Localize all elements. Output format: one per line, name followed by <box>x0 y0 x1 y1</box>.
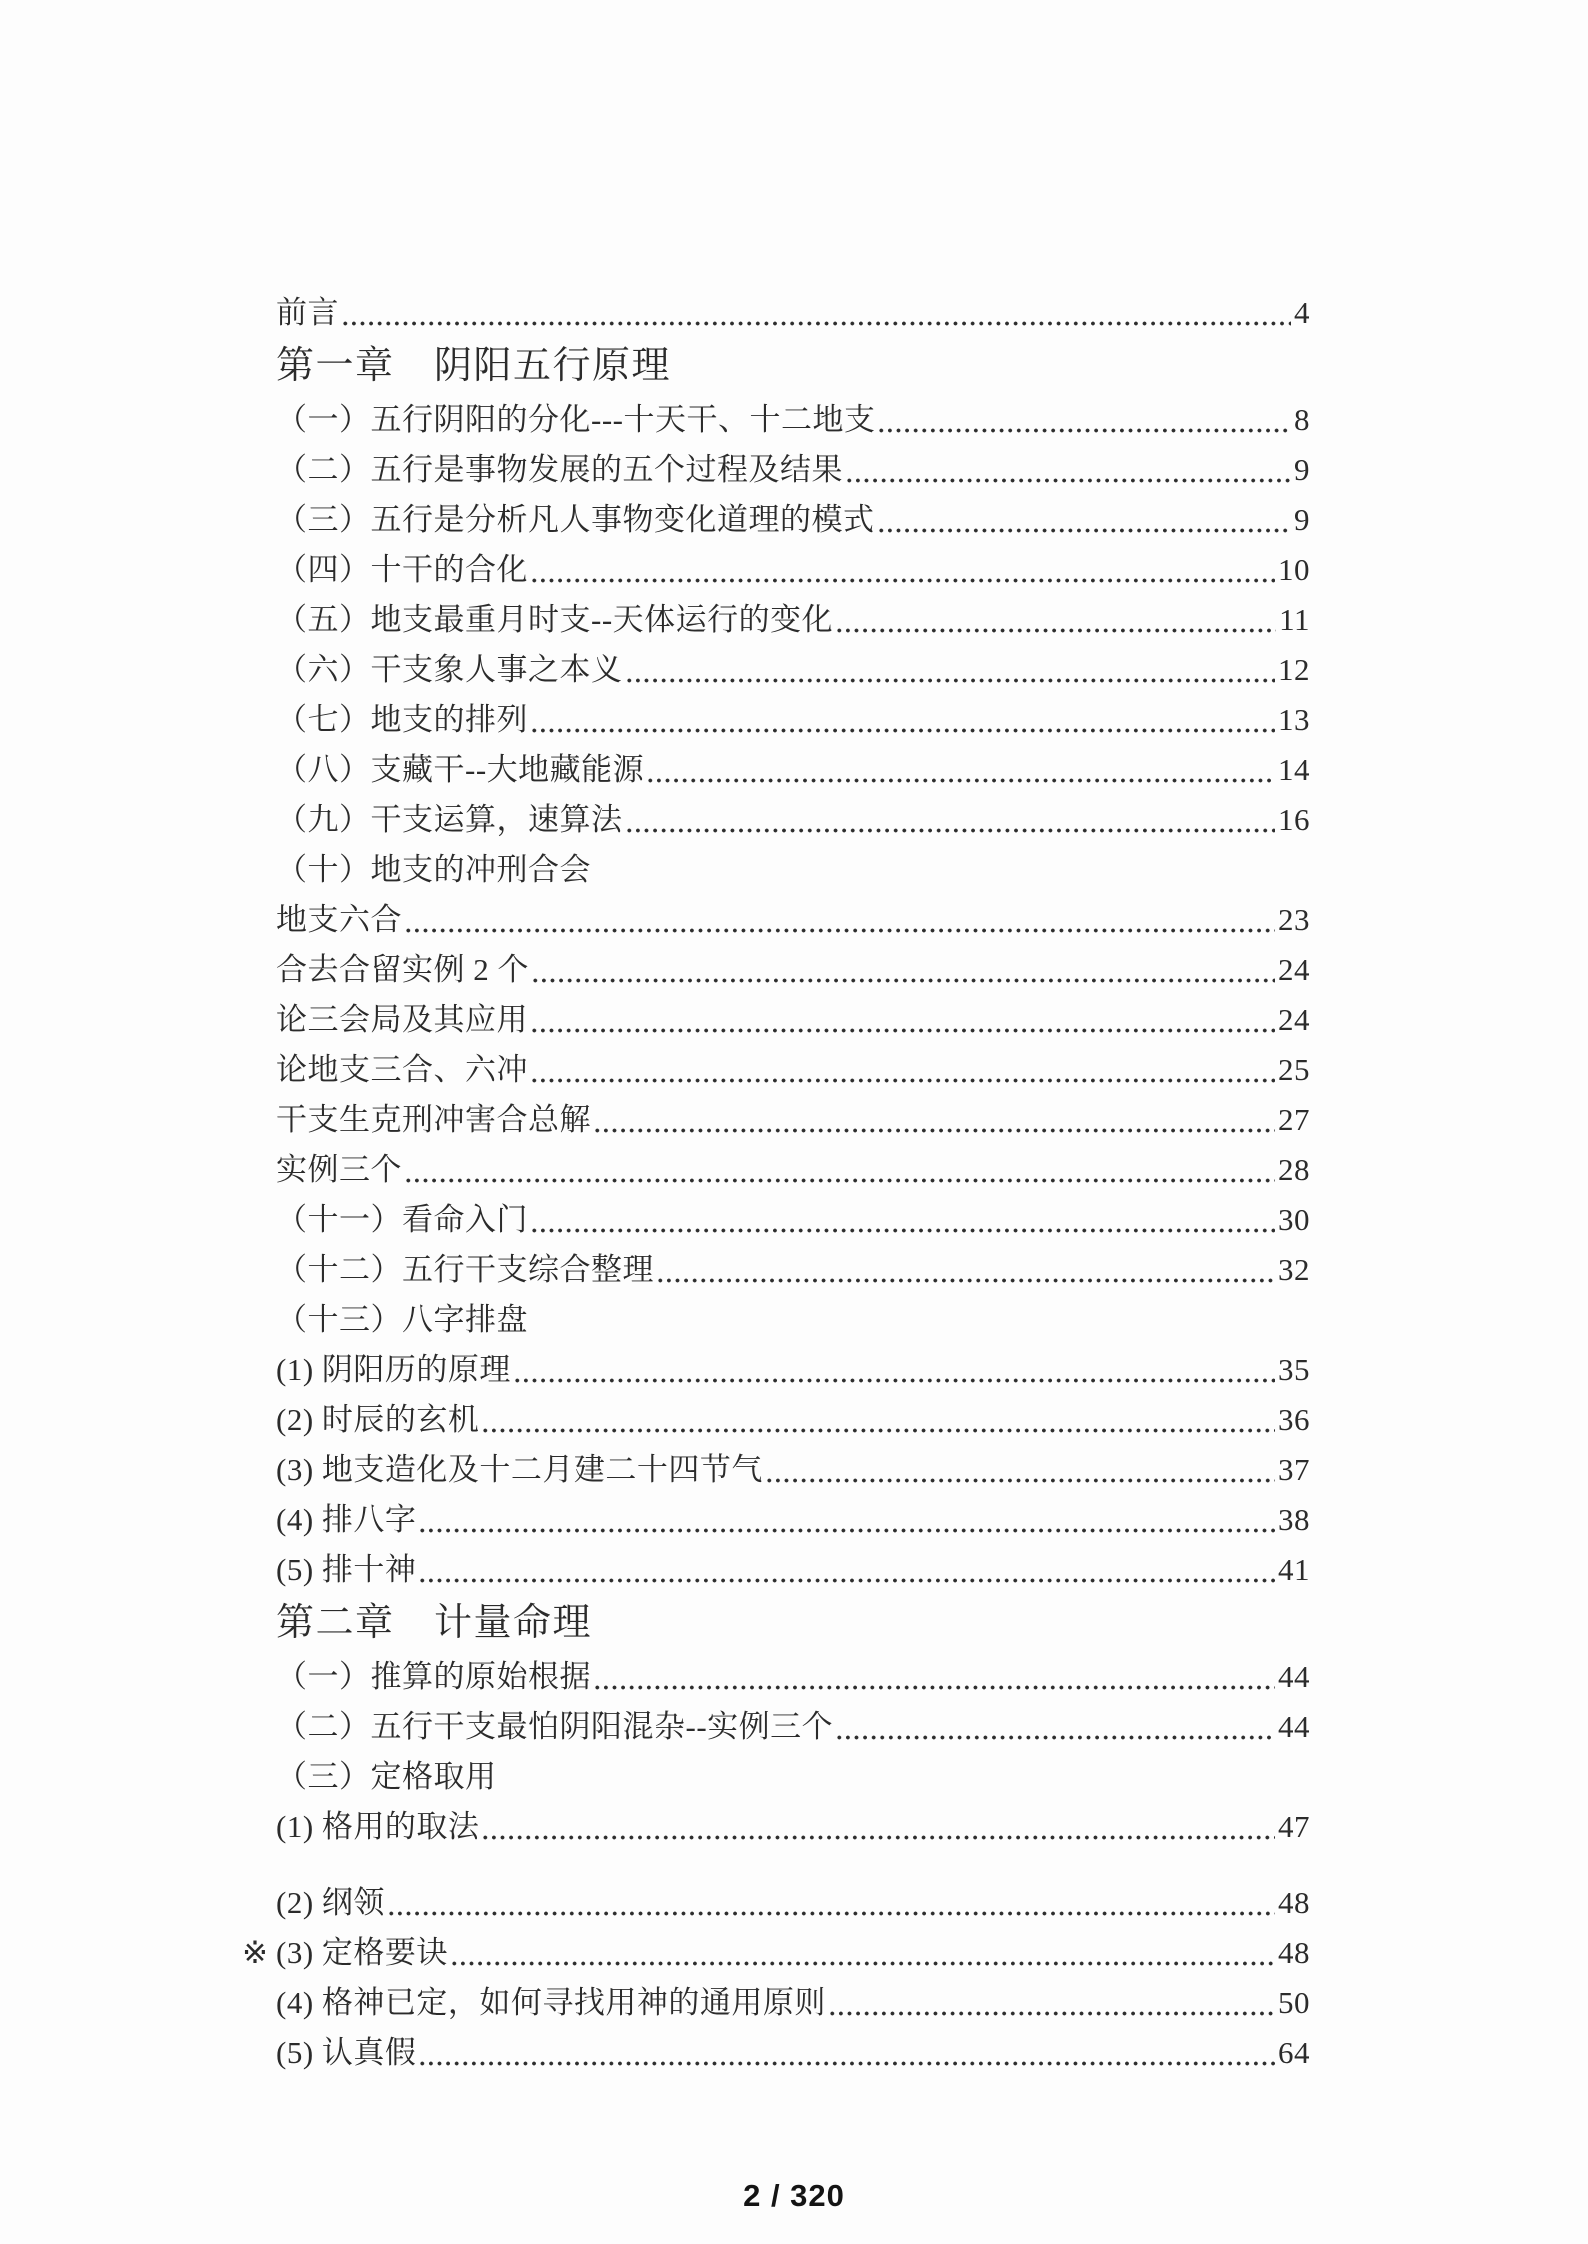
toc-entry-page-number: 9 <box>1294 452 1310 487</box>
toc-entry-title: （一）推算的原始根据 <box>276 1659 591 1694</box>
toc-entry <box>276 1245 1310 1295</box>
toc-entry-page-number: 10 <box>1278 552 1310 587</box>
toc-entry-title: 论地支三合、六冲 <box>276 1052 528 1087</box>
toc-entry-title: （八）支藏干--大地藏能源 <box>276 752 645 787</box>
toc-entry <box>276 745 1310 795</box>
dot-leader <box>404 1145 1275 1195</box>
toc-entry-title: (4) 格神已定，如何寻找用神的通用原则 <box>276 1985 826 2020</box>
toc-entry-title: （五）地支最重月时支--天体运行的变化 <box>276 602 834 637</box>
dot-leader <box>418 1495 1275 1545</box>
dot-leader <box>418 2028 1275 2078</box>
toc-entry-title: （二）五行是事物发展的五个过程及结果 <box>276 452 843 487</box>
toc-entry <box>276 1045 1310 1095</box>
toc-entry-title: 干支生克刑冲害合总解 <box>276 1102 591 1137</box>
toc-entry-page-number: 4 <box>1294 295 1310 330</box>
toc-entry-page-number: 64 <box>1278 2035 1310 2070</box>
toc-entry-page-number: 44 <box>1278 1659 1310 1694</box>
toc-entry-page-number: 50 <box>1278 1985 1310 2020</box>
toc-entry-title: 论三会局及其应用 <box>276 1002 528 1037</box>
dot-leader <box>828 1978 1275 2028</box>
toc-entry-title: 合去合留实例 2 个 <box>276 952 529 987</box>
toc-entry-page-number: 23 <box>1278 902 1310 937</box>
toc-entry <box>276 1752 1310 1802</box>
page-indicator: 2 / 320 <box>743 2178 845 2213</box>
dot-leader <box>646 745 1275 795</box>
dot-leader <box>450 1928 1275 1978</box>
toc-entry-title: （七）地支的排列 <box>276 702 528 737</box>
toc-entry-title: 实例三个 <box>276 1152 402 1187</box>
toc-entry-title: 地支六合 <box>276 902 402 937</box>
toc-entry <box>276 1652 1310 1702</box>
dot-leader <box>835 1702 1275 1752</box>
toc-entry-title: （十一）看命入门 <box>276 1202 528 1237</box>
toc-entry <box>242 1928 1310 1978</box>
toc-entry-title: （二）五行干支最怕阴阳混杂--实例三个 <box>276 1709 834 1744</box>
toc-entry-page-number: 36 <box>1278 1402 1310 1437</box>
toc-entry-page-number: 44 <box>1278 1709 1310 1744</box>
dot-leader <box>845 445 1291 495</box>
table-of-contents <box>242 288 1310 2078</box>
toc-entry-page-number: 12 <box>1278 652 1310 687</box>
toc-entry <box>276 845 1310 895</box>
toc-chapter-heading <box>276 1595 1310 1652</box>
dot-leader <box>877 495 1292 545</box>
toc-entry <box>276 545 1310 595</box>
toc-entry-title: (5) 认真假 <box>276 2035 417 2070</box>
toc-entry-page-number: 48 <box>1278 1935 1310 1970</box>
toc-entry <box>276 288 1310 338</box>
toc-entry-title: (1) 阴阳历的原理 <box>276 1352 511 1387</box>
chapter-title: 第一章 阴阳五行原理 <box>276 345 672 387</box>
dot-leader <box>656 1245 1275 1295</box>
dot-leader <box>481 1802 1275 1852</box>
dot-leader <box>418 1545 1275 1595</box>
toc-entry-page-number: 24 <box>1278 952 1310 987</box>
dot-leader <box>625 795 1276 845</box>
toc-entry-title: (3) 定格要诀 <box>276 1935 448 1970</box>
reference-mark-icon: ※ <box>242 1935 269 1970</box>
page-footer <box>0 2178 1588 2214</box>
toc-entry-title: (4) 排八字 <box>276 1502 417 1537</box>
toc-entry <box>276 1095 1310 1145</box>
dot-leader <box>531 945 1275 995</box>
toc-entry-page-number: 13 <box>1278 702 1310 737</box>
toc-entry-title: （十二）五行干支综合整理 <box>276 1252 654 1287</box>
dot-leader <box>341 288 1291 338</box>
dot-leader <box>877 395 1291 445</box>
toc-entry <box>276 1395 1310 1445</box>
toc-entry <box>276 395 1310 445</box>
toc-entry <box>276 1978 1310 2028</box>
toc-entry-page-number: 35 <box>1278 1352 1310 1387</box>
toc-entry-page-number: 30 <box>1278 1202 1310 1237</box>
toc-entry <box>276 1495 1310 1545</box>
toc-entry-page-number: 25 <box>1278 1052 1310 1087</box>
dot-leader <box>530 695 1275 745</box>
dot-leader <box>593 1095 1275 1145</box>
dot-leader <box>404 895 1275 945</box>
toc-entry-page-number: 11 <box>1279 602 1310 637</box>
toc-entry-page-number: 41 <box>1278 1552 1310 1587</box>
dot-leader <box>835 595 1276 645</box>
toc-entry <box>276 1878 1310 1928</box>
dot-leader <box>530 1195 1275 1245</box>
toc-entry-title: （三）五行是分析凡人事物变化道理的模式 <box>276 502 875 537</box>
toc-entry-page-number: 32 <box>1278 1252 1310 1287</box>
toc-entry-page-number: 8 <box>1294 402 1310 437</box>
toc-entry-title: （六）干支象人事之本义 <box>276 652 623 687</box>
toc-entry <box>276 1145 1310 1195</box>
dot-leader <box>625 645 1276 695</box>
toc-entry-page-number: 9 <box>1294 502 1310 537</box>
toc-entry-title: (2) 时辰的玄机 <box>276 1402 480 1437</box>
dot-leader <box>765 1445 1275 1495</box>
toc-entry <box>276 1802 1310 1852</box>
toc-chapter-heading <box>276 338 1310 395</box>
toc-entry <box>276 945 1310 995</box>
toc-entry-title: （三）定格取用 <box>276 1759 497 1794</box>
toc-entry <box>276 695 1310 745</box>
dot-leader <box>387 1878 1275 1928</box>
toc-entry <box>276 795 1310 845</box>
dot-leader <box>530 1045 1275 1095</box>
dot-leader <box>530 545 1275 595</box>
dot-leader <box>593 1652 1275 1702</box>
toc-entry-page-number: 48 <box>1278 1885 1310 1920</box>
toc-entry <box>276 1195 1310 1245</box>
toc-entry <box>276 495 1310 545</box>
toc-entry <box>276 1702 1310 1752</box>
toc-entry-page-number: 14 <box>1278 752 1310 787</box>
toc-entry-title: （十三）八字排盘 <box>276 1302 528 1337</box>
toc-entry-page-number: 27 <box>1278 1102 1310 1137</box>
toc-entry-page-number: 16 <box>1278 802 1310 837</box>
toc-entry <box>276 1295 1310 1345</box>
toc-entry <box>276 645 1310 695</box>
toc-entry-page-number: 24 <box>1278 1002 1310 1037</box>
toc-entry-title: （九）干支运算，速算法 <box>276 802 623 837</box>
dot-leader <box>513 1345 1275 1395</box>
toc-entry <box>276 1345 1310 1395</box>
toc-entry-title: （一）五行阴阳的分化---十天干、十二地支 <box>276 402 876 437</box>
toc-entry-page-number: 37 <box>1278 1452 1310 1487</box>
toc-entry <box>276 895 1310 945</box>
toc-entry-page-number: 28 <box>1278 1152 1310 1187</box>
toc-entry-title: (3) 地支造化及十二月建二十四节气 <box>276 1452 763 1487</box>
toc-entry <box>276 595 1310 645</box>
toc-entry <box>276 995 1310 1045</box>
toc-entry <box>276 1545 1310 1595</box>
toc-entry-title: (5) 排十神 <box>276 1552 417 1587</box>
toc-entry <box>276 445 1310 495</box>
toc-entry-page-number: 47 <box>1278 1809 1310 1844</box>
toc-entry <box>276 1445 1310 1495</box>
toc-entry-title: （十）地支的冲刑合会 <box>276 852 591 887</box>
chapter-title: 第二章 计量命理 <box>276 1602 593 1644</box>
toc-entry-title: (1) 格用的取法 <box>276 1809 480 1844</box>
toc-entry-title: 前言 <box>276 295 339 330</box>
toc-entry-title: (2) 纲领 <box>276 1885 385 1920</box>
toc-entry <box>276 2028 1310 2078</box>
dot-leader <box>481 1395 1275 1445</box>
dot-leader <box>530 995 1275 1045</box>
toc-entry-page-number: 38 <box>1278 1502 1310 1537</box>
toc-entry-title: （四）十干的合化 <box>276 552 528 587</box>
